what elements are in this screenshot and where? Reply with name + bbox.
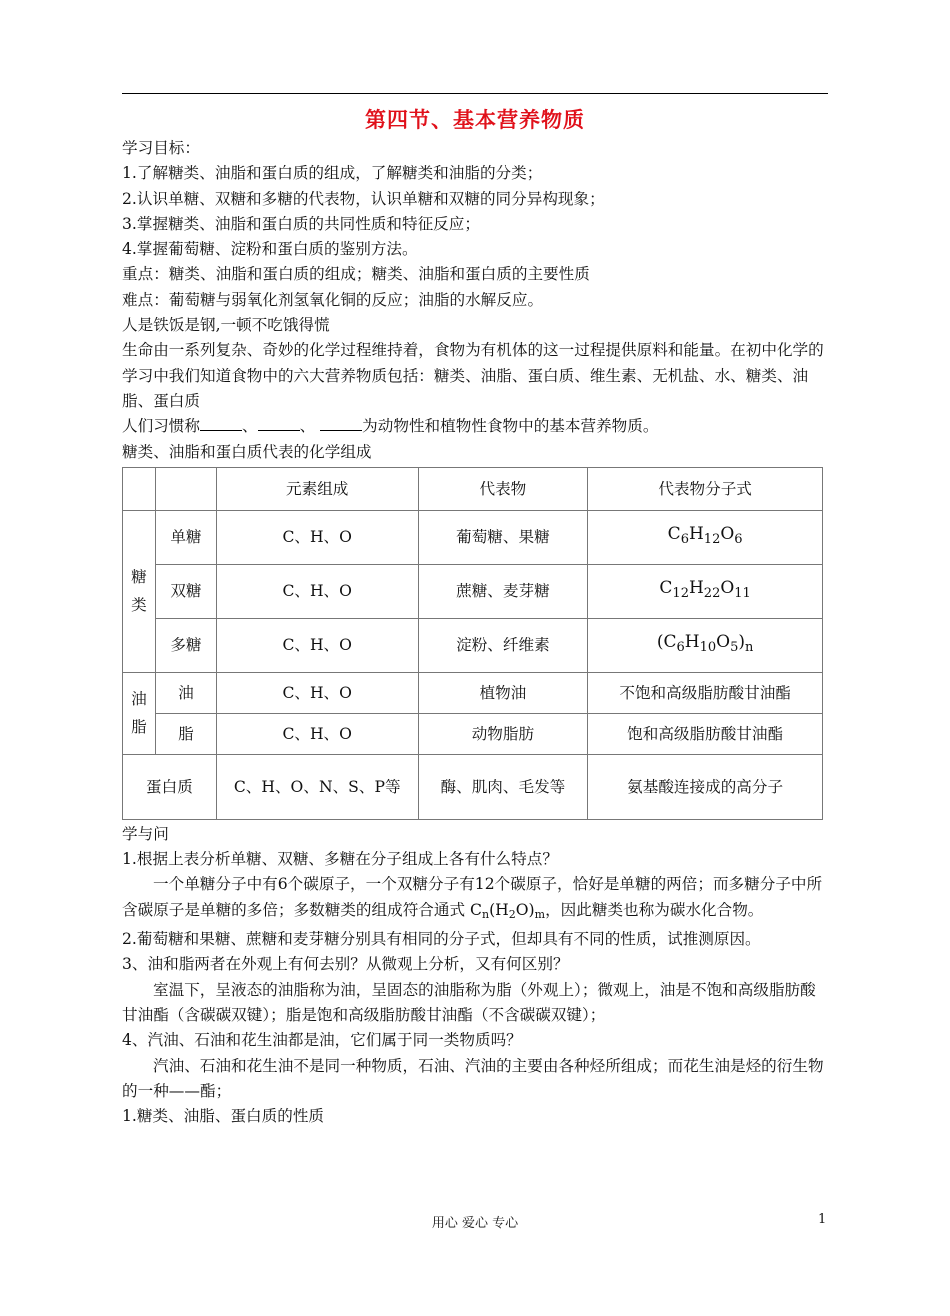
formula-starch: $(C_6H_{10}O_5)_n$ (588, 618, 823, 672)
table-caption: 糖类、油脂和蛋白质代表的化学组成 (122, 442, 372, 461)
footer-slogan: 用心 爱心 专心 (431, 1216, 519, 1231)
intro-paragraph: 生命由一系列复杂、奇妙的化学过程维持着，食物为有机体的这一过程提供原料和能量。在初中化学的学习中我们知道食物中的六大营养物质包括：糖类、油脂、蛋白质、维生素、无机盐、水、糖类、油脂、蛋白质 (122, 341, 824, 410)
page-title: 第四节、基本营养物质 (365, 107, 585, 132)
key-points: 重点：糖类、油脂和蛋白质的组成；糖类、油脂和蛋白质的主要性质 (122, 265, 590, 284)
question-1: 1.根据上表分析单糖、双糖、多糖在分子组成上各有什么特点？ (122, 850, 558, 869)
table-row: 蛋白质 C、H、O、N、S、P等 酶、肌肉、毛发等 氨基酸连接成的高分子 (123, 754, 823, 819)
question-2: 2.葡萄糖和果糖、蔗糖和麦芽糖分别具有相同的分子式，但却具有不同的性质，试推测原因。 (122, 930, 761, 949)
objectives-heading: 学习目标： (122, 139, 200, 157)
header-elements: 元素组成 (216, 467, 418, 510)
blank-3 (320, 416, 362, 431)
blank-2 (258, 416, 300, 431)
question-4: 4、汽油、石油和花生油都是油，它们属于同一类物质吗？ (122, 1031, 522, 1050)
question-3: 3、油和脂两者在外观上有何去别？从微观上分析，又有何区别？ (122, 955, 569, 974)
formula-sucrose: $C_{12}H_{22}O_{11}$ (588, 564, 823, 618)
fill-in-sentence: 人们习惯称 、 、 为动物性和植物性食物中的基本营养物质。 (122, 417, 659, 436)
objective-3: 3.掌握糖类、油脂和蛋白质的共同性质和特征反应； (122, 214, 480, 233)
difficult-points: 难点：葡萄糖与弱氧化剂氢氧化铜的反应；油脂的水解反应。 (122, 290, 544, 309)
general-formula: $C_n(H_2O)_m$ (470, 900, 546, 921)
table-row: 脂 C、H、O 动物脂肪 饱和高级脂肪酸甘油酯 (123, 713, 823, 754)
section-heading-1: 1.糖类、油脂、蛋白质的性质 (122, 1107, 325, 1126)
table-row: 糖类 单糖 C、H、O 葡萄糖、果糖 $C_6H_{12}O_6$ (123, 510, 823, 564)
objective-1: 1.了解糖类、油脂和蛋白质的组成，了解糖类和油脂的分类； (122, 164, 543, 183)
qa-heading: 学与问 (122, 824, 169, 843)
header-rule (122, 93, 828, 94)
header-formula: 代表物分子式 (588, 467, 823, 510)
objective-4: 4.掌握葡萄糖、淀粉和蛋白质的鉴别方法。 (122, 240, 418, 259)
answer-4: 汽油、石油和花生油不是同一种物质，石油、汽油的主要由各种烃所组成；而花生油是烃的衍生物的一种——酯； (122, 1056, 824, 1100)
group-sugar-cell: 糖类 (123, 510, 156, 672)
formula-glucose: $C_6H_{12}O_6$ (588, 510, 823, 564)
document-body (122, 136, 830, 1129)
group-fat-cell: 油脂 (123, 672, 156, 754)
objective-2: 2.认识单糖、双糖和多糖的代表物，认识单糖和双糖的同分异构现象； (122, 189, 605, 208)
table-row: 油脂 油 C、H、O 植物油 不饱和高级脂肪酸甘油酯 (123, 672, 823, 713)
answer-1: 一个单糖分子中有6个碳原子，一个双糖分子有12个碳原子，恰好是单糖的两倍；而多糖分子中所含碳原子是单糖的多倍；多数糖类的组成符合通式 $C_n(H_2O)_m$，因此糖类也称为碳水化合物。 (122, 875, 823, 921)
proverb: 人是铁饭是钢,一顿不吃饿得慌 (122, 316, 330, 335)
composition-table (122, 467, 823, 820)
page-number: 1 (818, 1212, 827, 1227)
header-representative: 代表物 (418, 467, 588, 510)
blank-1 (200, 416, 242, 431)
table-row: 多糖 C、H、O 淀粉、纤维素 $(C_6H_{10}O_5)_n$ (123, 618, 823, 672)
answer-3: 室温下，呈液态的油脂称为油，呈固态的油脂称为脂（外观上）；微观上，油是不饱和高级脂肪酸甘油酯（含碳碳双键）；脂是饱和高级脂肪酸甘油酯（不含碳碳双键）； (122, 980, 816, 1024)
table-row: 双糖 C、H、O 蔗糖、麦芽糖 $C_{12}H_{22}O_{11}$ (123, 564, 823, 618)
table-header-row (123, 467, 823, 510)
